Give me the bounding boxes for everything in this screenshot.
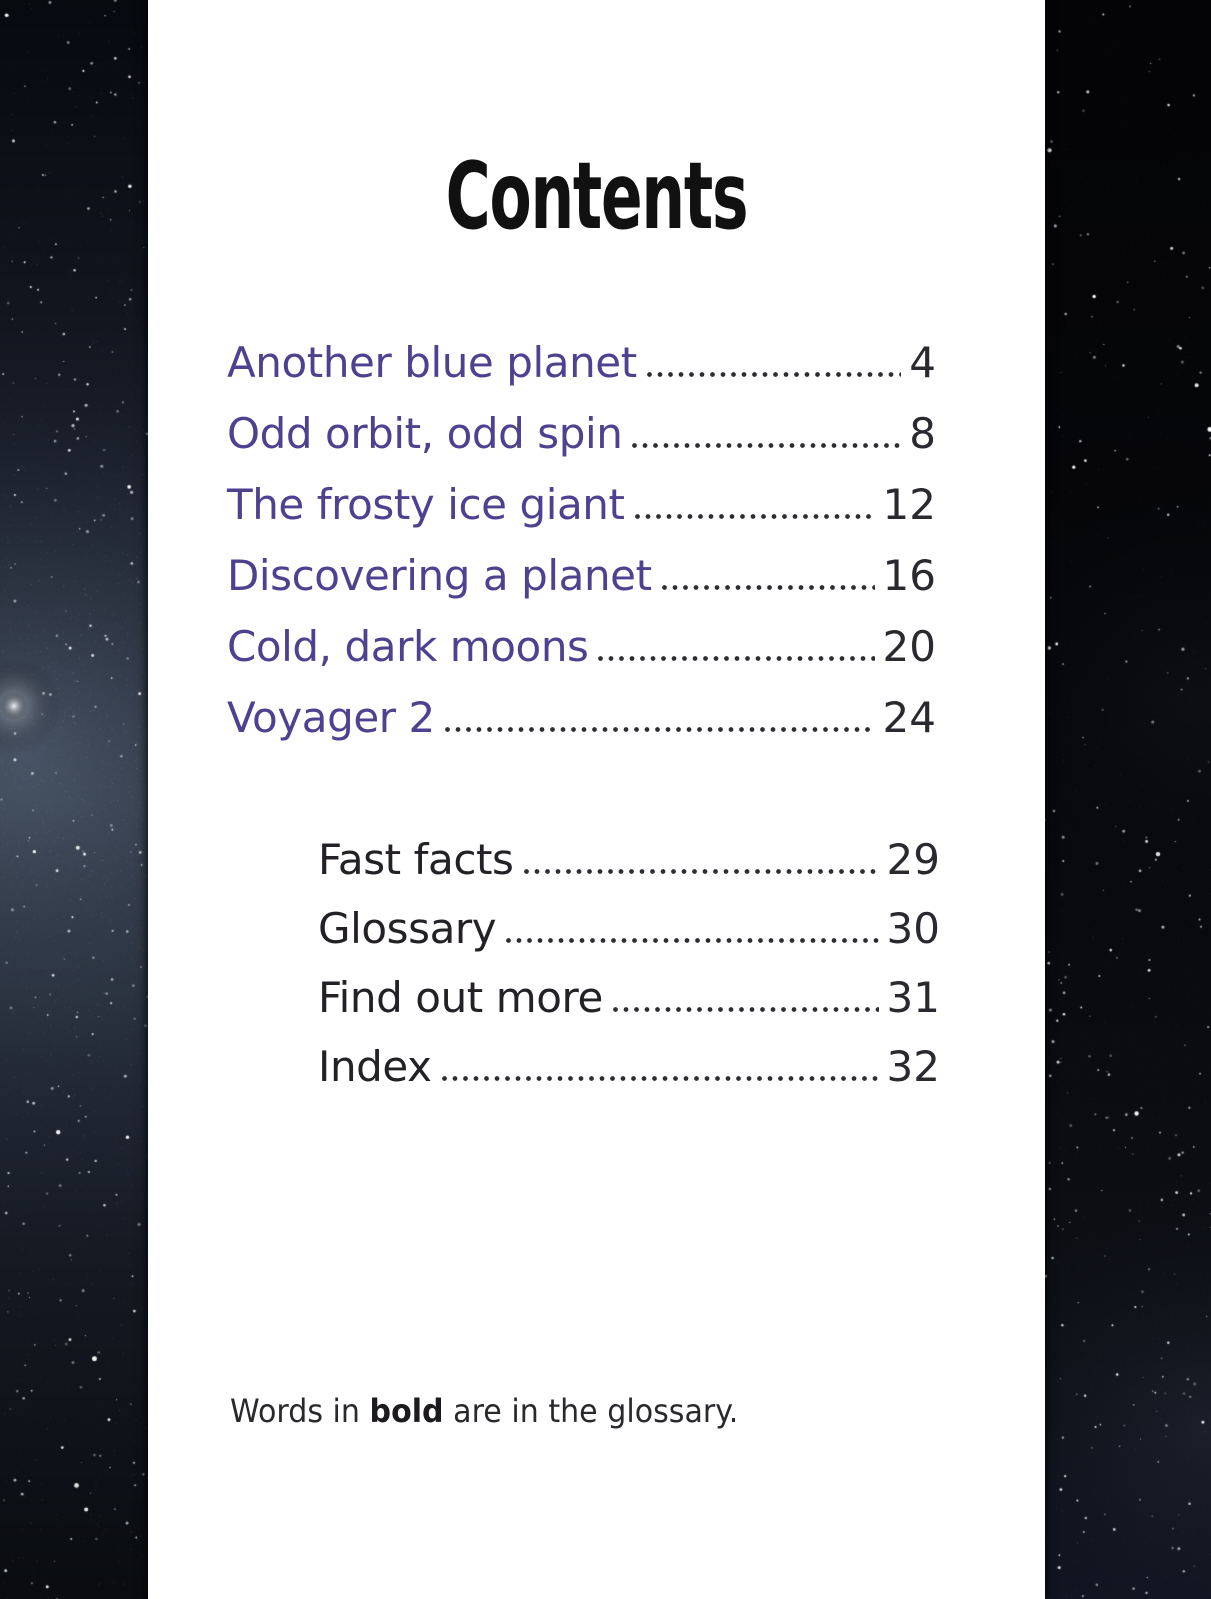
chapter-title-label: The frosty ice giant — [227, 480, 625, 529]
toc-entry — [318, 904, 940, 973]
chapter-title-label: Odd orbit, odd spin — [227, 409, 623, 458]
page-number: 8 — [909, 409, 936, 458]
backmatter-title-label: Fast facts — [318, 835, 514, 884]
starfield-right-strip — [1045, 0, 1211, 1599]
chapter-title-label: Another blue planet — [227, 338, 637, 387]
glossary-note-suffix: are in the glossary. — [443, 1392, 739, 1430]
chapter-title-label: Cold, dark moons — [227, 622, 589, 671]
dot-leader — [506, 938, 878, 943]
glossary-note-prefix: Words in — [230, 1392, 370, 1430]
toc-backmatter-list — [318, 835, 940, 1111]
dot-leader — [598, 656, 874, 661]
chapter-title-label: Voyager 2 — [227, 693, 435, 742]
page-number: 4 — [909, 338, 936, 387]
toc-entry — [318, 835, 940, 904]
dot-leader — [613, 1007, 879, 1012]
dot-leader — [632, 443, 901, 448]
toc-entry — [227, 409, 936, 480]
glossary-note-bold-word: bold — [369, 1392, 444, 1430]
toc-main-list — [227, 338, 936, 764]
starfield-left-strip — [0, 0, 148, 1599]
toc-entry — [318, 1042, 940, 1111]
dot-leader — [635, 514, 875, 519]
backmatter-title-label: Glossary — [318, 904, 497, 953]
backmatter-title-label: Index — [318, 1042, 432, 1091]
page-number: 24 — [882, 693, 936, 742]
toc-entry — [227, 338, 936, 409]
toc-entry — [227, 551, 936, 622]
backmatter-title-label: Find out more — [318, 973, 603, 1022]
dot-leader — [662, 585, 875, 590]
dot-leader — [442, 1076, 879, 1081]
toc-entry — [227, 693, 936, 764]
chapter-title-label: Discovering a planet — [227, 551, 652, 600]
page-number: 31 — [886, 973, 940, 1022]
page-number: 16 — [882, 551, 936, 600]
toc-entry — [318, 973, 940, 1042]
page-number: 30 — [886, 904, 940, 953]
toc-entry — [227, 622, 936, 693]
page-number: 12 — [882, 480, 936, 529]
page-number: 32 — [886, 1042, 940, 1091]
contents-page — [148, 0, 1045, 1599]
dot-leader — [445, 727, 875, 732]
toc-entry — [227, 480, 936, 551]
page-number: 20 — [882, 622, 936, 671]
page-title: Contents — [445, 142, 748, 250]
glossary-note — [230, 1392, 738, 1430]
dot-leader — [647, 372, 902, 377]
dot-leader — [524, 869, 879, 874]
page-number: 29 — [886, 835, 940, 884]
